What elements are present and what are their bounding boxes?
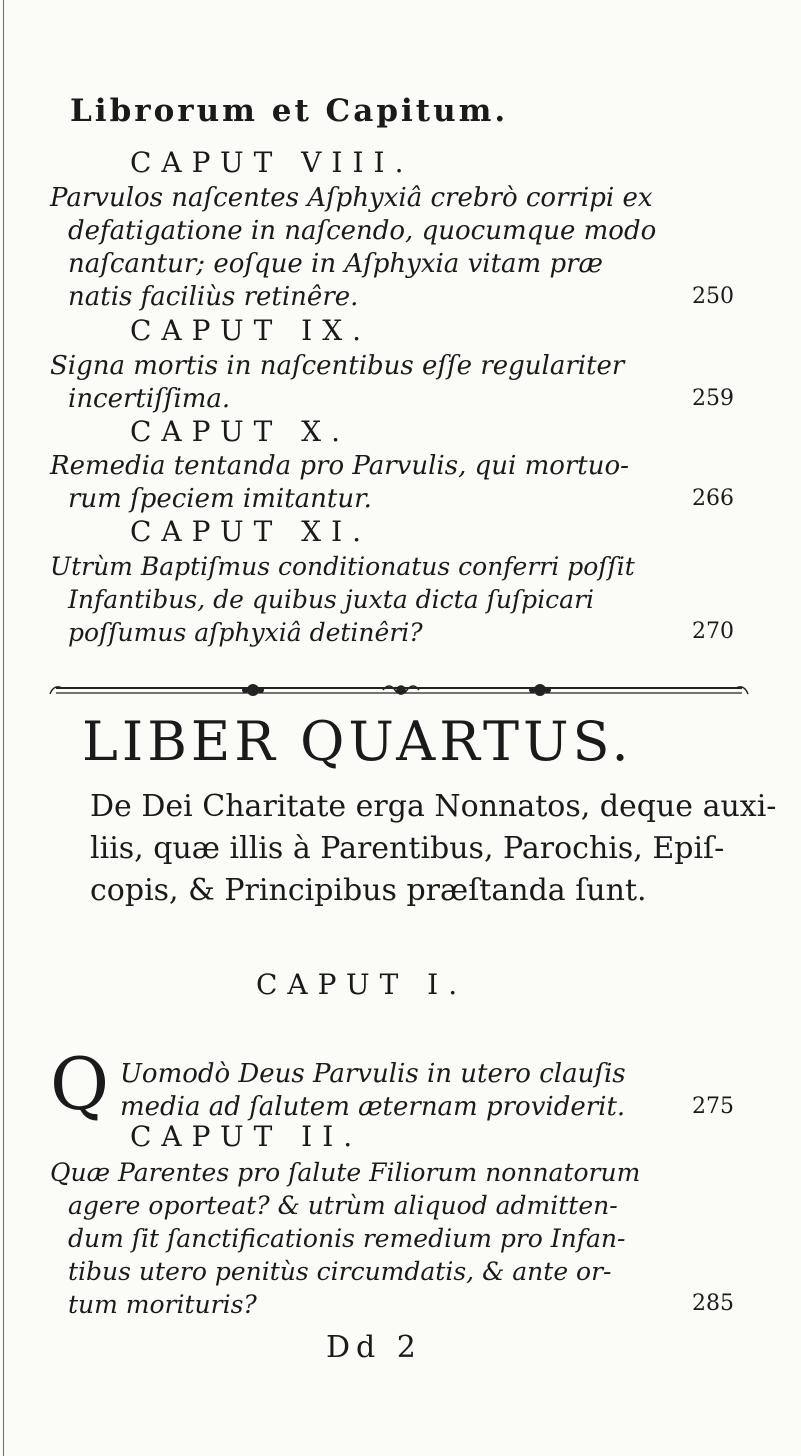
caput-i-line-1: Uomodò Deus Parvulis in utero clauſis <box>120 1059 626 1089</box>
caput-ii-line-2: agere oporteat? & utrùm aliquod admitten- <box>68 1191 618 1220</box>
caput-i-line-2: media ad ſalutem æternam providerit. <box>120 1092 626 1122</box>
caput-viii-page: 250 <box>692 284 734 309</box>
caput-x-page: 266 <box>692 486 734 511</box>
caput-ii-line-1: Quæ Parentes pro ſalute Filiorum nonnatorum <box>50 1158 641 1187</box>
caput-viii-line-3: naſcantur; eoſque in Aſphyxia vitam præ <box>68 249 603 279</box>
caput-viii-line-2: defatigatione in naſcendo, quocumque modo <box>68 216 657 246</box>
caput-xi-line-3: poſſumus aſphyxiâ detinêri? <box>68 618 423 647</box>
liber-description-line-1: De Dei Charitate erga Nonnatos, deque auxi- <box>90 789 777 824</box>
caput-viii-line-1: Parvulos naſcentes Aſphyxiâ crebrò corripi ex <box>50 183 653 213</box>
caput-ii-line-3: dum ſit ſanctificationis remedium pro Infan- <box>68 1224 626 1253</box>
caput-x-heading: CAPUT X. <box>130 415 350 448</box>
caput-xi-line-1: Utrùm Baptiſmus conditionatus conferri poſſit <box>50 552 635 581</box>
liber-title: LIBER QUARTUS. <box>82 710 633 773</box>
caput-i-heading: CAPUT I. <box>256 968 468 1001</box>
caput-ii-heading: CAPUT II. <box>130 1120 363 1153</box>
caput-x-line-2: rum ſpeciem imitantur. <box>68 484 372 514</box>
ornament-flower-right <box>529 684 551 696</box>
caput-viii-heading: CAPUT VIII. <box>130 146 414 179</box>
liber-description-line-3: copis, & Principibus præſtanda ſunt. <box>90 873 647 908</box>
caput-ix-heading: CAPUT IX. <box>130 314 372 347</box>
caput-x-line-1: Remedia tentanda pro Parvulis, qui mortuo- <box>50 451 629 481</box>
caput-xi-line-2: Infantibus, de quibus juxta dicta ſuſpicari <box>68 585 595 614</box>
signature-mark: Dd 2 <box>326 1330 422 1365</box>
ornamental-rule <box>48 680 750 702</box>
page-edge-line <box>3 0 4 1456</box>
running-head: Librorum et Capitum. <box>70 93 509 129</box>
caput-viii-line-4: natis faciliùs retinêre. <box>68 282 359 312</box>
caput-ix-page: 259 <box>692 386 734 411</box>
caput-ii-line-4: tibus utero penitùs circumdatis, & ante or- <box>68 1257 612 1286</box>
caput-i-page: 275 <box>692 1094 734 1119</box>
caput-xi-heading: CAPUT XI. <box>130 515 372 548</box>
liber-description-line-2: liis, quæ illis à Parentibus, Parochis, Epiſ- <box>90 831 725 866</box>
drop-cap: Q <box>50 1042 110 1126</box>
caput-ii-line-5: tum morituris? <box>68 1290 257 1319</box>
caput-xi-page: 270 <box>692 619 734 644</box>
caput-ii-page: 285 <box>692 1291 734 1316</box>
ornament-flower-left <box>242 684 264 696</box>
caput-ix-line-2: incertiſſima. <box>68 384 231 414</box>
caput-ix-line-1: Signa mortis in naſcentibus eſſe regulariter <box>50 351 625 381</box>
